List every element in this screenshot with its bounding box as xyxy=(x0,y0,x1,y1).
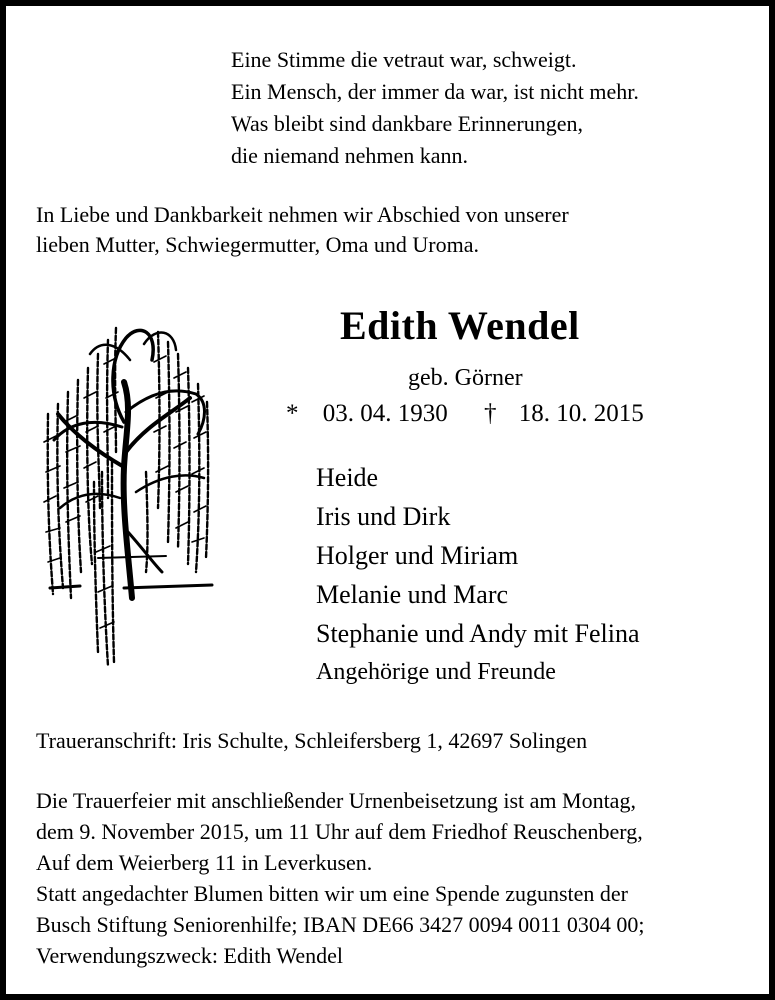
info-line: Busch Stiftung Seniorenhilfe; IBAN DE66 3427 0094 0011 0304 00; xyxy=(36,912,645,937)
mourner: Holger und Miriam xyxy=(316,541,519,570)
mourner: Heide xyxy=(316,463,379,492)
death-symbol: † xyxy=(484,400,497,427)
deceased-name: Edith Wendel xyxy=(340,303,580,348)
poem xyxy=(231,44,639,172)
info-line: Die Trauerfeier mit anschließender Urnenbeisetzung ist am Montag, xyxy=(36,788,636,813)
poem-line: Was bleibt sind dankbare Erinnerungen, xyxy=(231,111,583,136)
weeping-willow-icon xyxy=(36,302,218,668)
info-line: Verwendungszweck: Edith Wendel xyxy=(36,943,343,968)
intro-line: In Liebe und Dankbarkeit nehmen wir Abschied von unserer xyxy=(36,202,569,227)
mourner: Angehörige und Freunde xyxy=(316,659,556,685)
life-dates xyxy=(286,400,644,428)
mourner: Iris und Dirk xyxy=(316,502,451,531)
death-date: 18. 10. 2015 xyxy=(518,400,644,427)
intro-text xyxy=(36,200,569,260)
birth-date: 03. 04. 1930 xyxy=(322,400,448,427)
mourners-list xyxy=(316,458,640,692)
birth-symbol: * xyxy=(286,400,299,427)
maiden-name: geb. Görner xyxy=(408,365,523,391)
service-info xyxy=(36,785,644,971)
intro-line: lieben Mutter, Schwiegermutter, Oma und Uroma. xyxy=(36,232,480,257)
info-line: dem 9. November 2015, um 11 Uhr auf dem Friedhof Reuschenberg, xyxy=(36,819,643,844)
mourner: Stephanie und Andy mit Felina xyxy=(316,619,640,648)
poem-line: Eine Stimme die vetraut war, schweigt. xyxy=(231,47,577,72)
info-line: Auf dem Weierberg 11 in Leverkusen. xyxy=(36,850,373,875)
mourning-address: Traueranschrift: Iris Schulte, Schleifersberg 1, 42697 Solingen xyxy=(36,728,588,753)
mourner: Melanie und Marc xyxy=(316,580,509,609)
poem-line: die niemand nehmen kann. xyxy=(231,143,469,168)
poem-line: Ein Mensch, der immer da war, ist nicht mehr. xyxy=(231,79,639,104)
info-line: Statt angedachter Blumen bitten wir um eine Spende zugunsten der xyxy=(36,881,629,906)
